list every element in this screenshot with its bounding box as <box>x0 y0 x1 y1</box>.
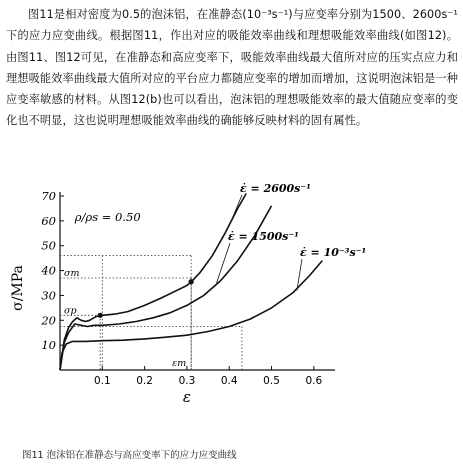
y-tick-label: 40 <box>41 263 56 278</box>
data-marker <box>189 279 194 284</box>
ref-label-sigma-m: σm <box>64 268 80 280</box>
density-annotation: ρ/ρs = 0.50 <box>74 209 141 224</box>
series-label: ε̇ = 10⁻³s⁻¹ <box>300 246 367 259</box>
y-tick-label: 50 <box>41 238 56 253</box>
x-tick-label: 0.3 <box>178 375 196 387</box>
y-tick-label: 70 <box>41 189 56 203</box>
y-tick-label: 20 <box>41 313 56 328</box>
y-axis-label: σ/MPa <box>10 265 26 311</box>
ref-label-sigma-p: σp <box>64 305 77 317</box>
y-tick-label: 10 <box>41 338 56 353</box>
figure-11 <box>0 178 463 448</box>
y-tick-label: 60 <box>41 213 56 228</box>
x-tick-label: 0.2 <box>136 375 153 387</box>
data-marker <box>98 313 103 318</box>
figure-caption: 图11 泡沫铝在准静态与高应变率下的应力应变曲线 <box>22 450 237 461</box>
epsilon-m-label: εm <box>172 358 187 369</box>
x-tick-label: 0.4 <box>220 375 238 387</box>
stress-strain-chart <box>0 178 463 448</box>
series-label: ε̇ = 1500s⁻¹ <box>228 230 299 243</box>
x-tick-label: 0.5 <box>263 375 280 387</box>
x-tick-label: 0.6 <box>305 375 323 387</box>
series-leader-line <box>229 195 242 226</box>
y-tick-label: 30 <box>41 288 56 303</box>
x-axis-label: ε <box>182 388 191 406</box>
x-tick-label: 0.1 <box>93 375 111 387</box>
series-label: ε̇ = 2600s⁻¹ <box>240 182 311 195</box>
body-paragraph: 图11是相对密度为0.5的泡沫铝，在准静态(10⁻³s⁻¹)与应变率分别为1500、2600s⁻¹下的应力应变曲线。根据图11，作出对应的吸能效率曲线和理想吸能效率曲线(如图12)。由图11、图12可见，在准静态和高应变率下，吸能效率曲线最大值所对应的压实点应力和理想吸能效率曲线最大值所对应的平台应力都随应变率的增加而增加，这说明泡沫铝是一种应变率敏感的材料。从图12(b)也可以看出，泡沫铝的理想吸能效率的最大值随应变率的变化也不明显，这也说明理想吸能效率曲线的确能够反映材料的固有属性。 <box>6 8 458 128</box>
